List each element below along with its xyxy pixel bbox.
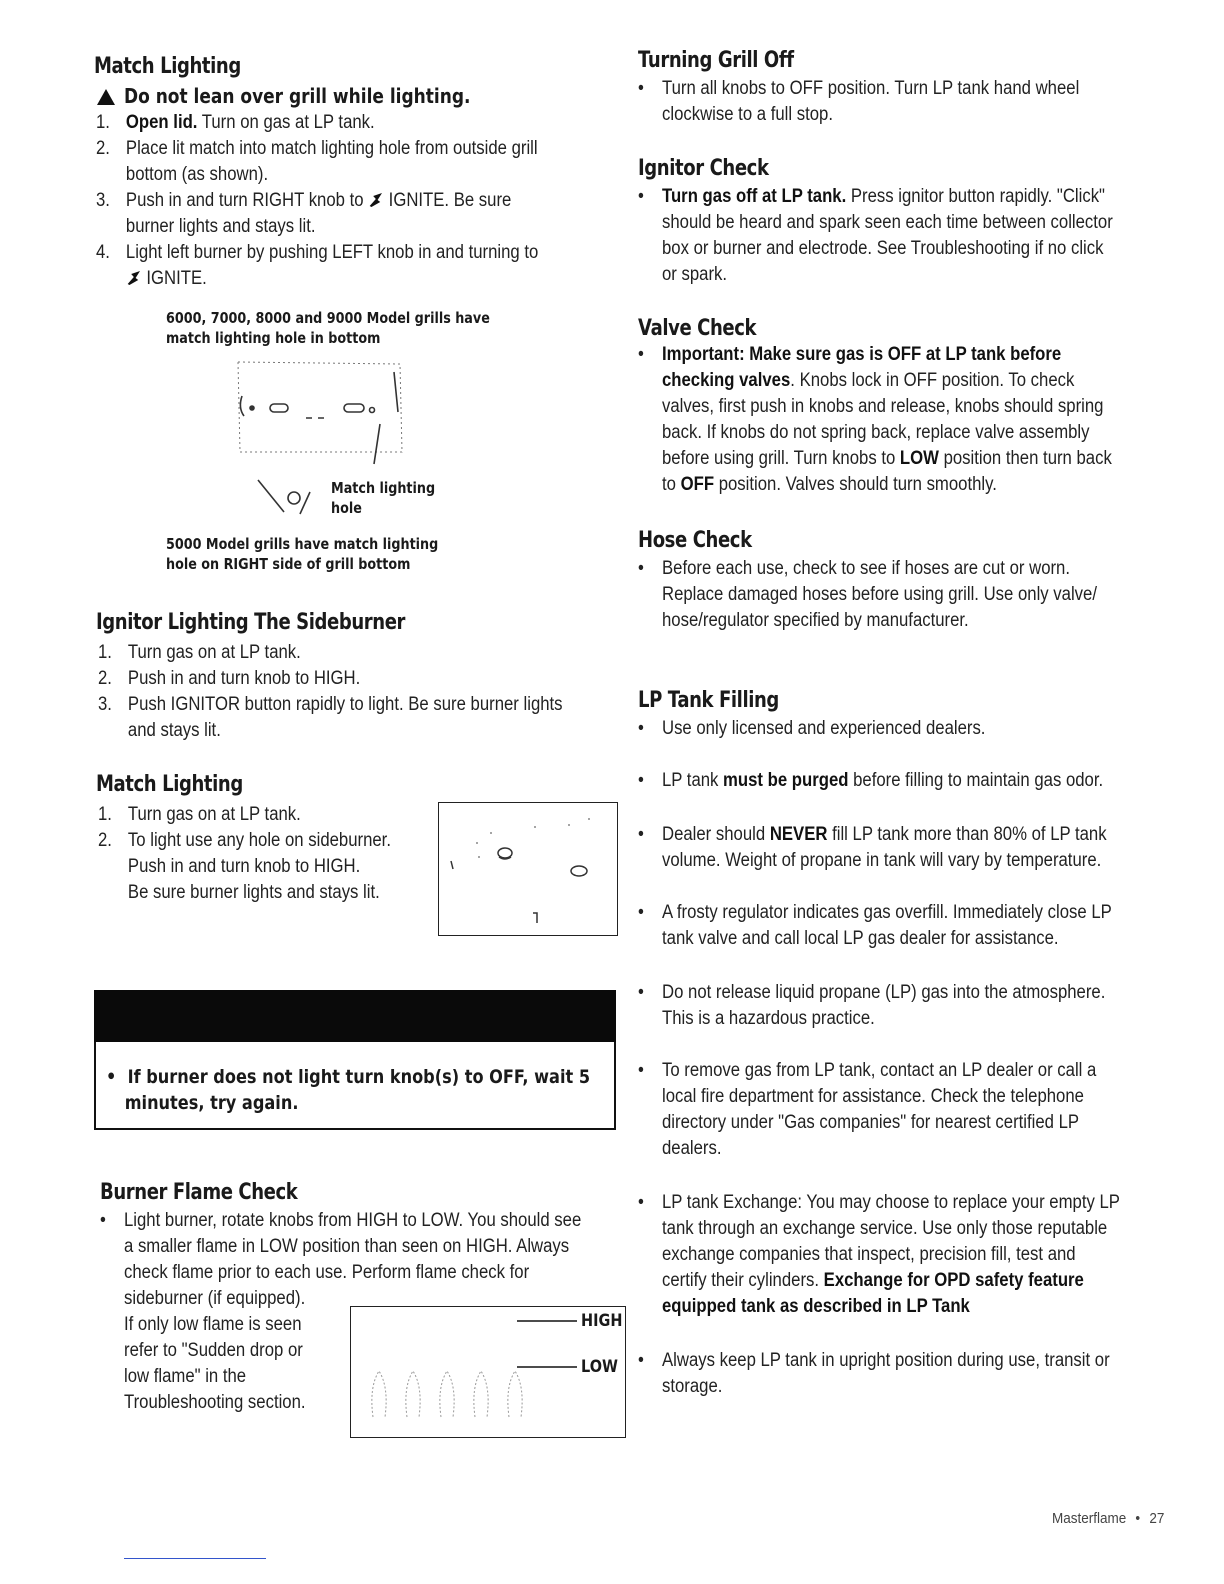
- list-item: [638, 1190, 1198, 1326]
- warning-triangle-icon: [96, 88, 116, 106]
- step-text: Turn gas on at LP tank.: [127, 804, 301, 825]
- bullet: •: [638, 718, 644, 739]
- list-item: [638, 1348, 1198, 1404]
- warning-box-text: • If burner does not light turn knob(s) to OFF, wait 5 minutes, try again.: [106, 1066, 591, 1114]
- step-number: 2.: [96, 138, 110, 159]
- bullet: •: [638, 770, 644, 791]
- text-line: position then turn back: [943, 448, 1112, 469]
- paragraph: [662, 556, 1097, 634]
- bullet: •: [638, 1350, 644, 1371]
- bold-text: checking valves: [662, 370, 791, 391]
- section-title-match-lighting: Match Lighting: [94, 54, 241, 79]
- text-line: box or burner and electrode. See Troubleshooting if no click: [662, 238, 1104, 259]
- text-line: low flame" in the: [124, 1366, 247, 1387]
- paragraph: [662, 1190, 1120, 1320]
- list-item: [638, 1058, 1198, 1166]
- bullet: •: [638, 824, 644, 845]
- label-line: hole: [331, 499, 362, 517]
- paragraph: [662, 342, 1112, 498]
- step-number: 1.: [96, 112, 110, 133]
- bold-text: must be purged: [723, 770, 849, 791]
- paragraph: [662, 1058, 1096, 1162]
- section-title-ignitor-lighting: Ignitor Lighting The Sideburner: [96, 610, 406, 635]
- footer-brand: Masterflame: [1052, 1510, 1127, 1527]
- step-text: Turn on gas at LP tank.: [201, 112, 375, 133]
- bold-text: OFF: [680, 474, 715, 495]
- step-number: 3.: [98, 694, 112, 715]
- text-line: If only low flame is seen: [124, 1314, 302, 1335]
- bold-text: LOW: [899, 448, 939, 469]
- bullet: •: [638, 902, 644, 923]
- text-line: fill LP tank more than 80% of LP tank: [832, 824, 1107, 845]
- text-line: . Knobs lock in OFF position. To check: [790, 370, 1075, 391]
- step-text: Light left burner by pushing LEFT knob in and turning to: [125, 242, 539, 263]
- sideburner-match-steps: [98, 802, 438, 912]
- text-line: clockwise to a full stop.: [662, 104, 833, 125]
- step-text: and stays lit.: [127, 720, 221, 741]
- flame-label-low: LOW: [581, 1357, 618, 1377]
- step-number: 4.: [96, 242, 110, 263]
- warning-line: If burner does not light turn knob(s) to OFF, wait 5: [127, 1066, 591, 1088]
- flame-label-high: HIGH: [581, 1311, 623, 1331]
- section-title-burner-flame-check: Burner Flame Check: [100, 1180, 298, 1205]
- figure-caption-top: [166, 308, 490, 348]
- list-item: [638, 716, 1198, 746]
- section-title-turning-grill-off: Turning Grill Off: [638, 48, 794, 73]
- section-title-ignitor-check: Ignitor Check: [638, 156, 769, 181]
- spark-icon: [126, 270, 142, 286]
- bold-text: NEVER: [769, 824, 828, 845]
- bullet: •: [638, 982, 644, 1003]
- text-line: refer to "Sudden drop or: [124, 1340, 303, 1361]
- text-line: before using grill. Turn knobs to: [662, 448, 896, 469]
- section-title-match-lighting-sideburner: Match Lighting: [96, 772, 243, 797]
- text-line: directory under "Gas companies" for nearest certified LP: [662, 1112, 1080, 1133]
- step-number: 1.: [98, 642, 112, 663]
- text-line: LP tank: [662, 770, 719, 791]
- bullet: •: [638, 1192, 644, 1213]
- figure-caption-bottom: [166, 534, 438, 574]
- bold-text: equipped tank as described in LP Tank: [662, 1296, 970, 1317]
- list-item: [638, 768, 1198, 798]
- step-text: burner lights and stays lit.: [125, 216, 316, 237]
- text-line: Do not release liquid propane (LP) gas into the atmosphere.: [662, 982, 1106, 1003]
- text-line: storage.: [662, 1376, 723, 1397]
- bullet: •: [638, 344, 644, 365]
- text-line: check flame prior to each use. Perform flame check for: [124, 1262, 530, 1283]
- text-line: Turn all knobs to OFF position. Turn LP tank hand wheel: [662, 78, 1080, 99]
- step-text: Push in and turn knob to HIGH.: [127, 668, 361, 689]
- section-title-valve-check: Valve Check: [638, 316, 757, 341]
- step-number: 1.: [98, 804, 112, 825]
- text-line: certify their cylinders.: [662, 1270, 820, 1291]
- step-text: bottom (as shown).: [125, 164, 269, 185]
- step-text: Push in and turn RIGHT knob to: [125, 190, 364, 211]
- step-number: 3.: [96, 190, 110, 211]
- text-line: A frosty regulator indicates gas overfill. Immediately close LP: [662, 902, 1112, 923]
- text-line: This is a hazardous practice.: [662, 1008, 875, 1029]
- text-line: back. If knobs do not spring back, replace valve assembly: [662, 422, 1090, 443]
- step-text: Place lit match into match lighting hole from outside grill: [125, 138, 538, 159]
- step-bold-text: Open lid.: [125, 112, 198, 133]
- flame-diagram: [350, 1306, 626, 1438]
- paragraph: [662, 900, 1112, 952]
- text-line: Replace damaged hoses before using grill. Use only valve/: [662, 584, 1097, 605]
- lean-warning: [96, 84, 616, 110]
- text-line: hose/regulator specified by manufacturer.: [662, 610, 969, 631]
- list-item: [638, 822, 1198, 878]
- bullet: •: [638, 186, 644, 207]
- text-line: to: [662, 474, 676, 495]
- page-footer: [1052, 1510, 1164, 1527]
- bold-text: Important: Make sure gas is OFF at LP tank before: [662, 344, 1062, 365]
- paragraph: [662, 980, 1105, 1032]
- paragraph: [662, 184, 1113, 288]
- warning-box: [94, 1042, 616, 1130]
- grill-off-text: [638, 76, 1198, 132]
- bold-text: Exchange for OPD safety feature: [823, 1270, 1084, 1291]
- step-text: Turn gas on at LP tank.: [127, 642, 301, 663]
- sideburner-diagram: [438, 802, 618, 936]
- bullet: •: [638, 558, 644, 579]
- paragraph: [662, 768, 1103, 794]
- list-item: [638, 980, 1198, 1036]
- text-line: exchange companies that inspect, precision fill, test and: [662, 1244, 1076, 1265]
- text-line: a smaller flame in LOW position than seen on HIGH. Always: [124, 1236, 570, 1257]
- text-line: before filling to maintain gas odor.: [853, 770, 1104, 791]
- page-number: 27: [1149, 1510, 1165, 1527]
- text-line: sideburner (if equipped).: [124, 1288, 306, 1309]
- text-line: tank valve and call local LP gas dealer for assistance.: [662, 928, 1059, 949]
- caption-line: 6000, 7000, 8000 and 9000 Model grills have: [166, 309, 490, 327]
- text-line: local fire department for assistance. Check the telephone: [662, 1086, 1084, 1107]
- text-line: Use only licensed and experienced dealers.: [662, 718, 986, 739]
- section-title-hose-check: Hose Check: [638, 528, 752, 553]
- ignitor-check-text: [638, 184, 1198, 294]
- text-line: valves, first push in knobs and release, knobs should spring: [662, 396, 1104, 417]
- text-line: or spark.: [662, 264, 728, 285]
- step-text: IGNITE.: [146, 268, 207, 289]
- valve-check-text: [638, 342, 1198, 506]
- warning-line: minutes, try again.: [124, 1092, 299, 1114]
- bullet: •: [638, 1060, 644, 1081]
- caption-line: hole on RIGHT side of grill bottom: [166, 555, 411, 573]
- step-text: Push in and turn knob to HIGH.: [127, 856, 361, 877]
- step-text: IGNITE. Be sure: [388, 190, 512, 211]
- text-line: dealers.: [662, 1138, 722, 1159]
- hose-check-text: [638, 556, 1198, 638]
- paragraph: [662, 822, 1107, 874]
- paragraph: [662, 76, 1079, 128]
- label-line: Match lighting: [331, 479, 436, 497]
- list-item: [638, 900, 1198, 956]
- caption-line: 5000 Model grills have match lighting: [166, 535, 439, 553]
- text-line: Troubleshooting section.: [124, 1392, 306, 1413]
- bullet: •: [100, 1210, 106, 1231]
- spark-icon: [368, 192, 384, 208]
- step-number: 2.: [98, 830, 112, 851]
- text-line: To remove gas from LP tank, contact an LP dealer or call a: [662, 1060, 1097, 1081]
- text-line: Light burner, rotate knobs from HIGH to LOW. You should see: [124, 1210, 582, 1231]
- lean-warning-text: Do not lean over grill while lighting.: [124, 84, 471, 108]
- text-line: Before each use, check to see if hoses are cut or worn.: [662, 558, 1071, 579]
- bullet: •: [638, 78, 644, 99]
- text-line: should be heard and spark seen each time between collector: [662, 212, 1113, 233]
- text-line: Press ignitor button rapidly. "Click": [850, 186, 1105, 207]
- paragraph: [662, 1348, 1110, 1400]
- caption-line: match lighting hole in bottom: [166, 329, 381, 347]
- text-line: Dealer should: [662, 824, 766, 845]
- step-number: 2.: [98, 668, 112, 689]
- bold-text: Turn gas off at LP tank.: [662, 186, 847, 207]
- ignitor-steps: [98, 640, 638, 750]
- text-line: Always keep LP tank in upright position during use, transit or: [662, 1350, 1110, 1371]
- footer-separator: •: [1135, 1510, 1141, 1527]
- text-line: position. Valves should turn smoothly.: [718, 474, 997, 495]
- step-text: Push IGNITOR button rapidly to light. Be sure burner lights: [127, 694, 563, 715]
- step-text: Be sure burner lights and stays lit.: [127, 882, 380, 903]
- text-line: volume. Weight of propane in tank will vary by temperature.: [662, 850, 1102, 871]
- section-title-lp-tank-filling: LP Tank Filling: [638, 688, 779, 713]
- text-line: LP tank Exchange: You may choose to replace your empty LP: [662, 1192, 1120, 1213]
- match-hole-label: [331, 478, 435, 518]
- step-text: To light use any hole on sideburner.: [127, 830, 391, 851]
- text-line: tank through an exchange service. Use only those reputable: [662, 1218, 1108, 1239]
- warning-banner: [94, 990, 616, 1042]
- match-lighting-steps: [96, 110, 616, 290]
- footer-rule: [124, 1558, 266, 1559]
